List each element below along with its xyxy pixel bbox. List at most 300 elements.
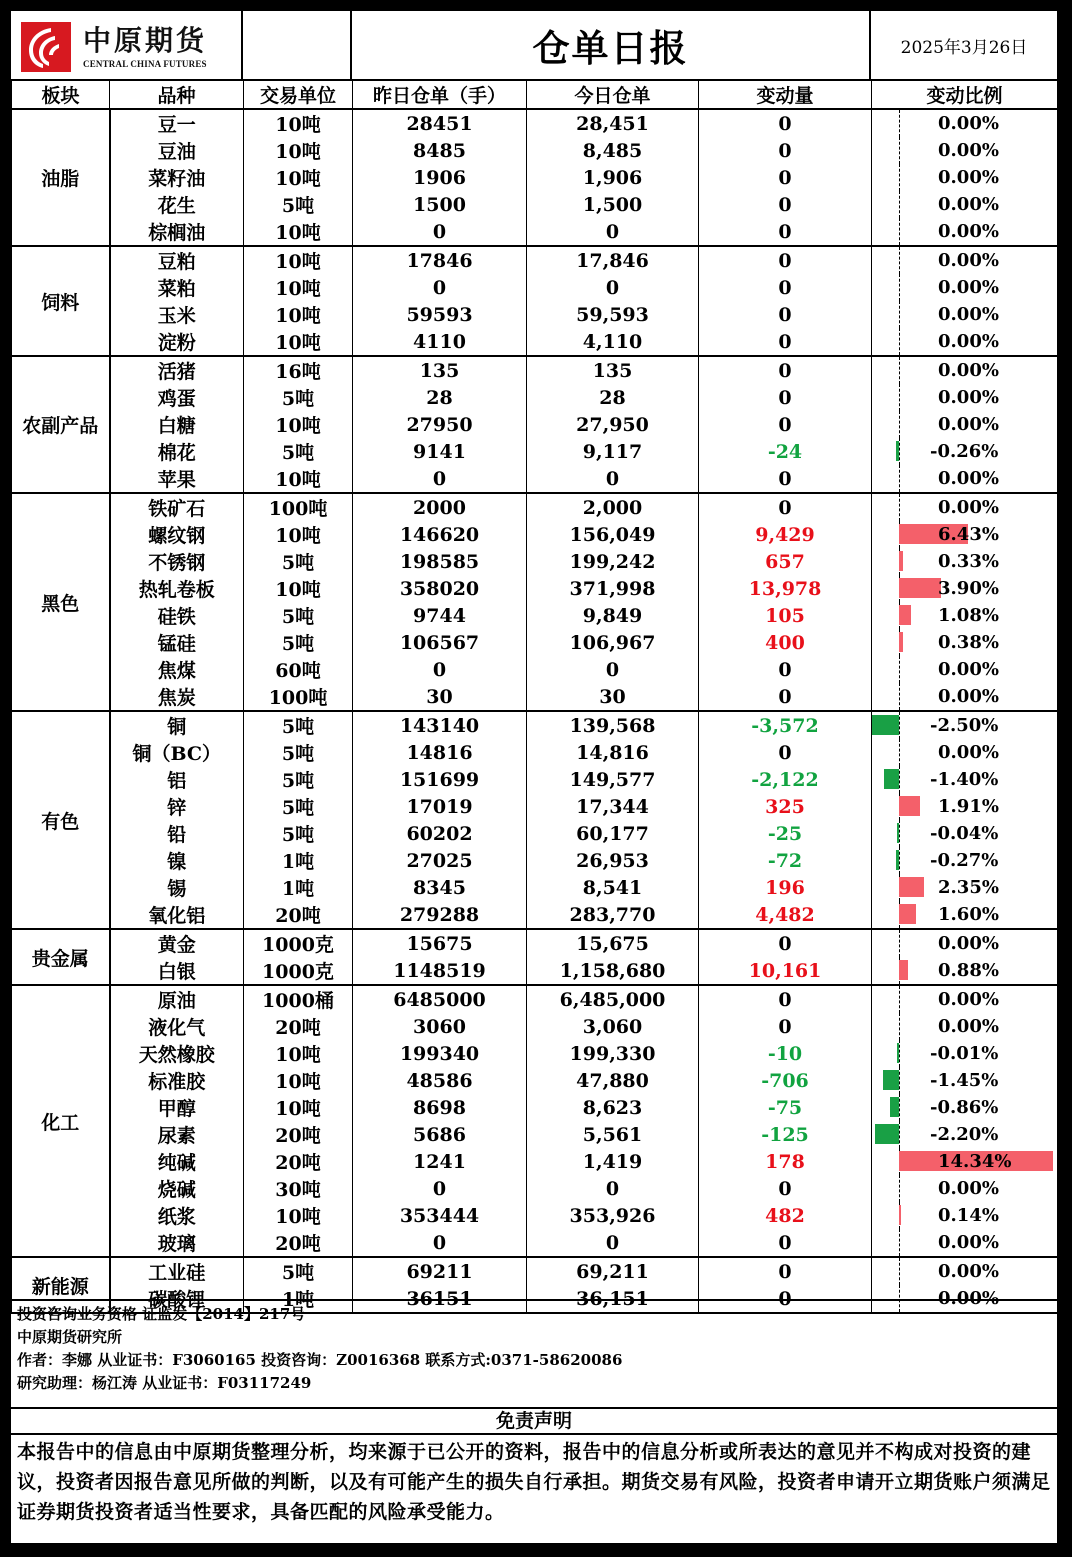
prev-cell: 199340 bbox=[353, 1040, 527, 1067]
today-cell: 9,849 bbox=[527, 602, 699, 629]
pct-axis bbox=[899, 384, 900, 411]
item-cell: 玉米 bbox=[110, 301, 244, 328]
item-cell: 豆粕 bbox=[110, 246, 244, 274]
prev-cell: 198585 bbox=[353, 548, 527, 575]
unit-cell: 10吨 bbox=[244, 1067, 353, 1094]
sector-cell: 黑色 bbox=[12, 493, 110, 711]
change-cell: 0 bbox=[699, 465, 872, 493]
today-cell: 199,242 bbox=[527, 548, 699, 575]
prev-cell: 36151 bbox=[353, 1285, 527, 1313]
change-cell: 657 bbox=[699, 548, 872, 575]
today-cell: 8,623 bbox=[527, 1094, 699, 1121]
logo-text-cn: 中原期货 bbox=[83, 24, 208, 57]
item-cell: 铁矿石 bbox=[110, 493, 244, 521]
pct-bar bbox=[897, 1043, 899, 1063]
pct-cell bbox=[872, 1148, 1058, 1175]
pct-cell bbox=[872, 493, 1058, 521]
today-cell: 47,880 bbox=[527, 1067, 699, 1094]
pct-label: -0.04% bbox=[930, 823, 999, 844]
item-cell: 硅铁 bbox=[110, 602, 244, 629]
today-cell: 135 bbox=[527, 356, 699, 384]
unit-cell: 100吨 bbox=[244, 683, 353, 711]
unit-cell: 5吨 bbox=[244, 711, 353, 739]
change-cell: -706 bbox=[699, 1067, 872, 1094]
unit-cell: 10吨 bbox=[244, 218, 353, 246]
item-cell: 苹果 bbox=[110, 465, 244, 493]
pct-bar bbox=[899, 551, 903, 571]
pct-axis bbox=[899, 820, 900, 847]
change-cell: 0 bbox=[699, 929, 872, 957]
change-cell: 0 bbox=[699, 1175, 872, 1202]
unit-cell: 10吨 bbox=[244, 164, 353, 191]
pct-bar bbox=[897, 823, 899, 843]
pct-label: 0.00% bbox=[938, 933, 999, 954]
item-cell: 甲醇 bbox=[110, 1094, 244, 1121]
today-cell: 0 bbox=[527, 465, 699, 493]
prev-cell: 2000 bbox=[353, 493, 527, 521]
table-row bbox=[12, 957, 1058, 985]
item-cell: 玻璃 bbox=[110, 1229, 244, 1257]
change-cell: -125 bbox=[699, 1121, 872, 1148]
pct-axis bbox=[899, 274, 900, 301]
pct-bar bbox=[899, 1205, 901, 1225]
company-logo bbox=[11, 11, 243, 79]
prev-cell: 8698 bbox=[353, 1094, 527, 1121]
pct-label: 0.00% bbox=[938, 468, 999, 489]
prev-cell: 1500 bbox=[353, 191, 527, 218]
prev-cell: 1906 bbox=[353, 164, 527, 191]
pct-cell bbox=[872, 629, 1058, 656]
item-cell: 淀粉 bbox=[110, 328, 244, 356]
report-page bbox=[10, 10, 1058, 1544]
item-cell: 菜粕 bbox=[110, 274, 244, 301]
prev-cell: 358020 bbox=[353, 575, 527, 602]
sector-cell: 有色 bbox=[12, 711, 110, 929]
prev-cell: 1241 bbox=[353, 1148, 527, 1175]
pct-cell bbox=[872, 739, 1058, 766]
col-header-pct: 变动比例 bbox=[872, 81, 1058, 109]
change-cell: -72 bbox=[699, 847, 872, 874]
item-cell: 原油 bbox=[110, 985, 244, 1013]
prev-cell: 0 bbox=[353, 1175, 527, 1202]
table-row bbox=[12, 766, 1058, 793]
table-row bbox=[12, 246, 1058, 274]
prev-cell: 143140 bbox=[353, 711, 527, 739]
pct-axis bbox=[899, 986, 900, 1013]
item-cell: 铅 bbox=[110, 820, 244, 847]
pct-label: 1.08% bbox=[938, 605, 999, 626]
unit-cell: 60吨 bbox=[244, 656, 353, 683]
today-cell: 17,846 bbox=[527, 246, 699, 274]
pct-axis bbox=[899, 1175, 900, 1202]
today-cell: 353,926 bbox=[527, 1202, 699, 1229]
today-cell: 15,675 bbox=[527, 929, 699, 957]
unit-cell: 5吨 bbox=[244, 548, 353, 575]
pct-bar bbox=[890, 1097, 899, 1117]
unit-cell: 10吨 bbox=[244, 411, 353, 438]
pct-axis bbox=[899, 847, 900, 874]
report-header bbox=[11, 11, 1057, 81]
pct-bar bbox=[884, 769, 899, 789]
change-cell: 0 bbox=[699, 985, 872, 1013]
pct-label: 0.00% bbox=[938, 167, 999, 188]
col-header-unit: 交易单位 bbox=[244, 81, 353, 109]
pct-label: 0.00% bbox=[938, 686, 999, 707]
pct-bar bbox=[883, 1070, 899, 1090]
table-row bbox=[12, 602, 1058, 629]
pct-axis bbox=[899, 739, 900, 766]
change-cell: 0 bbox=[699, 301, 872, 328]
today-cell: 106,967 bbox=[527, 629, 699, 656]
table-row bbox=[12, 929, 1058, 957]
pct-cell bbox=[872, 411, 1058, 438]
change-cell: 0 bbox=[699, 1229, 872, 1257]
today-cell: 149,577 bbox=[527, 766, 699, 793]
header-blank-cell bbox=[243, 11, 352, 79]
unit-cell: 10吨 bbox=[244, 109, 353, 137]
pct-label: 0.00% bbox=[938, 277, 999, 298]
pct-bar bbox=[899, 904, 916, 924]
item-cell: 白糖 bbox=[110, 411, 244, 438]
unit-cell: 10吨 bbox=[244, 328, 353, 356]
change-cell: 4,482 bbox=[699, 901, 872, 929]
item-cell: 锰硅 bbox=[110, 629, 244, 656]
pct-cell bbox=[872, 218, 1058, 246]
prev-cell: 1148519 bbox=[353, 957, 527, 985]
pct-cell bbox=[872, 1175, 1058, 1202]
table-row bbox=[12, 1121, 1058, 1148]
pct-label: 0.00% bbox=[938, 140, 999, 161]
prev-cell: 0 bbox=[353, 218, 527, 246]
unit-cell: 5吨 bbox=[244, 629, 353, 656]
change-cell: -2,122 bbox=[699, 766, 872, 793]
unit-cell: 20吨 bbox=[244, 1013, 353, 1040]
item-cell: 碳酸锂 bbox=[110, 1285, 244, 1313]
pct-label: -2.50% bbox=[930, 715, 999, 736]
change-cell: 0 bbox=[699, 246, 872, 274]
pct-axis bbox=[899, 683, 900, 710]
table-row bbox=[12, 1040, 1058, 1067]
item-cell: 菜籽油 bbox=[110, 164, 244, 191]
today-cell: 156,049 bbox=[527, 521, 699, 548]
today-cell: 2,000 bbox=[527, 493, 699, 521]
unit-cell: 10吨 bbox=[244, 1040, 353, 1067]
pct-bar bbox=[899, 632, 903, 652]
pct-label: 2.35% bbox=[938, 877, 999, 898]
pct-label: 0.00% bbox=[938, 250, 999, 271]
change-cell: 0 bbox=[699, 1013, 872, 1040]
unit-cell: 20吨 bbox=[244, 1148, 353, 1175]
pct-cell bbox=[872, 766, 1058, 793]
col-header-today: 今日仓单 bbox=[527, 81, 699, 109]
change-cell: -25 bbox=[699, 820, 872, 847]
change-cell: 0 bbox=[699, 164, 872, 191]
pct-cell bbox=[872, 1067, 1058, 1094]
today-cell: 6,485,000 bbox=[527, 985, 699, 1013]
table-row bbox=[12, 548, 1058, 575]
table-row bbox=[12, 820, 1058, 847]
change-cell: 105 bbox=[699, 602, 872, 629]
item-cell: 螺纹钢 bbox=[110, 521, 244, 548]
pct-axis bbox=[899, 411, 900, 438]
prev-cell: 106567 bbox=[353, 629, 527, 656]
pct-label: 3.90% bbox=[938, 578, 999, 599]
pct-label: 0.00% bbox=[938, 360, 999, 381]
sector-cell: 贵金属 bbox=[12, 929, 110, 985]
pct-axis bbox=[899, 1229, 900, 1256]
pct-label: 0.14% bbox=[938, 1205, 999, 1226]
pct-label: 0.00% bbox=[938, 194, 999, 215]
pct-axis bbox=[899, 1121, 900, 1148]
item-cell: 热轧卷板 bbox=[110, 575, 244, 602]
change-cell: -3,572 bbox=[699, 711, 872, 739]
item-cell: 尿素 bbox=[110, 1121, 244, 1148]
pct-bar bbox=[899, 796, 920, 816]
unit-cell: 5吨 bbox=[244, 766, 353, 793]
pct-cell bbox=[872, 602, 1058, 629]
pct-label: 0.00% bbox=[938, 304, 999, 325]
change-cell: 196 bbox=[699, 874, 872, 901]
pct-axis bbox=[899, 1040, 900, 1067]
pct-cell bbox=[872, 328, 1058, 356]
pct-axis bbox=[899, 357, 900, 384]
today-cell: 26,953 bbox=[527, 847, 699, 874]
col-header-prev: 昨日仓单（手） bbox=[353, 81, 527, 109]
pct-label: 0.00% bbox=[938, 1232, 999, 1253]
unit-cell: 5吨 bbox=[244, 820, 353, 847]
unit-cell: 5吨 bbox=[244, 438, 353, 465]
today-cell: 371,998 bbox=[527, 575, 699, 602]
pct-axis bbox=[899, 110, 900, 137]
pct-cell bbox=[872, 274, 1058, 301]
today-cell: 0 bbox=[527, 1175, 699, 1202]
pct-cell bbox=[872, 683, 1058, 711]
prev-cell: 27950 bbox=[353, 411, 527, 438]
unit-cell: 10吨 bbox=[244, 1094, 353, 1121]
prev-cell: 14816 bbox=[353, 739, 527, 766]
item-cell: 焦煤 bbox=[110, 656, 244, 683]
today-cell: 8,485 bbox=[527, 137, 699, 164]
pct-axis bbox=[899, 1094, 900, 1121]
unit-cell: 100吨 bbox=[244, 493, 353, 521]
change-cell: 0 bbox=[699, 137, 872, 164]
item-cell: 鸡蛋 bbox=[110, 384, 244, 411]
prev-cell: 59593 bbox=[353, 301, 527, 328]
change-cell: 10,161 bbox=[699, 957, 872, 985]
table-row bbox=[12, 629, 1058, 656]
item-cell: 镍 bbox=[110, 847, 244, 874]
unit-cell: 1000克 bbox=[244, 957, 353, 985]
pct-label: -1.40% bbox=[930, 769, 999, 790]
change-cell: 0 bbox=[699, 191, 872, 218]
pct-axis bbox=[899, 247, 900, 274]
pct-axis bbox=[899, 1258, 900, 1285]
pct-cell bbox=[872, 847, 1058, 874]
today-cell: 8,541 bbox=[527, 874, 699, 901]
pct-label: 1.60% bbox=[938, 904, 999, 925]
logo-text-en: CENTRAL CHINA FUTURES bbox=[83, 59, 207, 69]
table-row bbox=[12, 793, 1058, 820]
pct-label: -0.27% bbox=[930, 850, 999, 871]
pct-cell bbox=[872, 465, 1058, 493]
item-cell: 铜（BC） bbox=[110, 739, 244, 766]
table-row bbox=[12, 164, 1058, 191]
change-cell: 0 bbox=[699, 328, 872, 356]
unit-cell: 10吨 bbox=[244, 1202, 353, 1229]
table-row bbox=[12, 656, 1058, 683]
pct-label: 0.00% bbox=[938, 1261, 999, 1282]
pct-cell bbox=[872, 521, 1058, 548]
today-cell: 4,110 bbox=[527, 328, 699, 356]
item-cell: 不锈钢 bbox=[110, 548, 244, 575]
pct-cell bbox=[872, 1013, 1058, 1040]
pct-cell bbox=[872, 356, 1058, 384]
change-cell: 0 bbox=[699, 109, 872, 137]
table-row bbox=[12, 739, 1058, 766]
pct-axis bbox=[899, 191, 900, 218]
unit-cell: 10吨 bbox=[244, 246, 353, 274]
pct-cell bbox=[872, 820, 1058, 847]
pct-axis bbox=[899, 301, 900, 328]
unit-cell: 10吨 bbox=[244, 274, 353, 301]
pct-axis bbox=[899, 465, 900, 492]
pct-axis bbox=[899, 766, 900, 793]
pct-cell bbox=[872, 1257, 1058, 1285]
report-title: 仓单日报 bbox=[352, 11, 871, 79]
unit-cell: 1吨 bbox=[244, 1285, 353, 1313]
today-cell: 14,816 bbox=[527, 739, 699, 766]
unit-cell: 30吨 bbox=[244, 1175, 353, 1202]
pct-cell bbox=[872, 548, 1058, 575]
pct-label: -1.45% bbox=[930, 1070, 999, 1091]
pct-label: 0.00% bbox=[938, 1288, 999, 1309]
today-cell: 283,770 bbox=[527, 901, 699, 929]
change-cell: 9,429 bbox=[699, 521, 872, 548]
table-row bbox=[12, 109, 1058, 137]
pct-label: 0.00% bbox=[938, 113, 999, 134]
prev-cell: 27025 bbox=[353, 847, 527, 874]
pct-label: 14.34% bbox=[938, 1151, 1012, 1172]
item-cell: 液化气 bbox=[110, 1013, 244, 1040]
pct-axis bbox=[899, 930, 900, 957]
unit-cell: 20吨 bbox=[244, 901, 353, 929]
sector-cell: 农副产品 bbox=[12, 356, 110, 493]
item-cell: 黄金 bbox=[110, 929, 244, 957]
table-row bbox=[12, 521, 1058, 548]
table-body bbox=[12, 109, 1058, 1313]
item-cell: 纯碱 bbox=[110, 1148, 244, 1175]
item-cell: 锡 bbox=[110, 874, 244, 901]
item-cell: 天然橡胶 bbox=[110, 1040, 244, 1067]
change-cell: 0 bbox=[699, 411, 872, 438]
change-cell: 0 bbox=[699, 1285, 872, 1313]
prev-cell: 17019 bbox=[353, 793, 527, 820]
table-row bbox=[12, 301, 1058, 328]
pct-cell bbox=[872, 711, 1058, 739]
change-cell: 13,978 bbox=[699, 575, 872, 602]
pct-axis bbox=[899, 438, 900, 465]
pct-label: 0.00% bbox=[938, 989, 999, 1010]
prev-cell: 353444 bbox=[353, 1202, 527, 1229]
pct-cell bbox=[872, 384, 1058, 411]
table-row bbox=[12, 438, 1058, 465]
pct-cell bbox=[872, 1202, 1058, 1229]
prev-cell: 135 bbox=[353, 356, 527, 384]
prev-cell: 8345 bbox=[353, 874, 527, 901]
sector-cell: 饲料 bbox=[12, 246, 110, 356]
table-row bbox=[12, 874, 1058, 901]
pct-label: 0.00% bbox=[938, 387, 999, 408]
table-row bbox=[12, 1257, 1058, 1285]
change-cell: 0 bbox=[699, 739, 872, 766]
prev-cell: 6485000 bbox=[353, 985, 527, 1013]
today-cell: 59,593 bbox=[527, 301, 699, 328]
pct-axis bbox=[899, 494, 900, 521]
pct-axis bbox=[899, 656, 900, 683]
unit-cell: 5吨 bbox=[244, 739, 353, 766]
table-row bbox=[12, 1229, 1058, 1257]
table-header-row bbox=[12, 81, 1058, 109]
item-cell: 白银 bbox=[110, 957, 244, 985]
today-cell: 0 bbox=[527, 274, 699, 301]
report-date: 2025年3月26日 bbox=[900, 37, 1028, 58]
pct-label: 0.00% bbox=[938, 742, 999, 763]
unit-cell: 20吨 bbox=[244, 1229, 353, 1257]
prev-cell: 0 bbox=[353, 1229, 527, 1257]
disclaimer-title: 免责声明 bbox=[11, 1409, 1057, 1435]
pct-axis bbox=[899, 164, 900, 191]
table-row bbox=[12, 191, 1058, 218]
prev-cell: 146620 bbox=[353, 521, 527, 548]
table-row bbox=[12, 411, 1058, 438]
item-cell: 棕榈油 bbox=[110, 218, 244, 246]
prev-cell: 28451 bbox=[353, 109, 527, 137]
table-row bbox=[12, 1013, 1058, 1040]
pct-cell bbox=[872, 793, 1058, 820]
table-row bbox=[12, 328, 1058, 356]
unit-cell: 1000桶 bbox=[244, 985, 353, 1013]
change-cell: -10 bbox=[699, 1040, 872, 1067]
change-cell: 0 bbox=[699, 356, 872, 384]
item-cell: 纸浆 bbox=[110, 1202, 244, 1229]
change-cell: 0 bbox=[699, 656, 872, 683]
col-header-item: 品种 bbox=[110, 81, 244, 109]
today-cell: 28,451 bbox=[527, 109, 699, 137]
table-row bbox=[12, 137, 1058, 164]
today-cell: 1,158,680 bbox=[527, 957, 699, 985]
prev-cell: 15675 bbox=[353, 929, 527, 957]
pct-label: 0.00% bbox=[938, 331, 999, 352]
pct-label: -0.26% bbox=[930, 441, 999, 462]
pct-bar bbox=[899, 605, 911, 625]
pct-cell bbox=[872, 137, 1058, 164]
sector-cell: 化工 bbox=[12, 985, 110, 1257]
pct-label: -0.01% bbox=[930, 1043, 999, 1064]
item-cell: 烧碱 bbox=[110, 1175, 244, 1202]
today-cell: 27,950 bbox=[527, 411, 699, 438]
today-cell: 28 bbox=[527, 384, 699, 411]
table-row bbox=[12, 901, 1058, 929]
pct-cell bbox=[872, 929, 1058, 957]
footer-institute: 中原期货研究所 bbox=[17, 1328, 123, 1346]
pct-axis bbox=[899, 712, 900, 739]
change-cell: 325 bbox=[699, 793, 872, 820]
today-cell: 199,330 bbox=[527, 1040, 699, 1067]
today-cell: 9,117 bbox=[527, 438, 699, 465]
table-row bbox=[12, 356, 1058, 384]
pct-bar bbox=[875, 1124, 899, 1144]
pct-cell bbox=[872, 985, 1058, 1013]
